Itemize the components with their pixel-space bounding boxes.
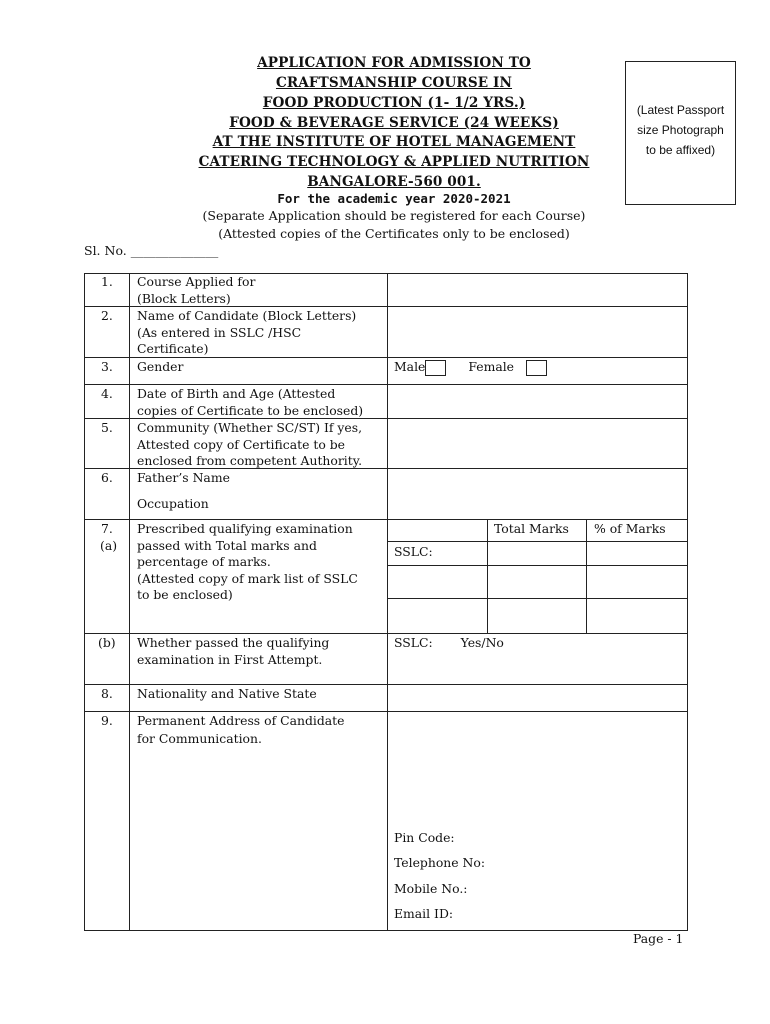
label-line: Prescribed qualifying examination: [137, 521, 353, 536]
dob-age-input[interactable]: [389, 386, 686, 417]
row-label: [137, 635, 329, 668]
first-attempt-answer[interactable]: [394, 635, 504, 652]
certificates-note: (Attested copies of the Certificates only to be enclosed): [218, 226, 570, 241]
sslc-label: SSLC:: [394, 635, 433, 650]
row-label: [137, 420, 362, 470]
row-number: 8.: [101, 686, 113, 701]
row-label: Gender: [137, 359, 184, 374]
label-line: percentage of marks.: [137, 554, 271, 569]
title-line: FOOD & BEVERAGE SERVICE (24 WEEKS): [229, 115, 559, 131]
telephone-label: Telephone No:: [394, 855, 486, 870]
row-label: [137, 470, 230, 512]
row-number: 9.: [101, 713, 113, 728]
label-line: Attested copy of Certificate to be: [137, 436, 345, 452]
gender-options: [394, 359, 547, 376]
row-number: 7.: [101, 521, 113, 536]
photo-note-line: (Latest Passport: [636, 103, 725, 117]
title-line: CRAFTSMANSHIP COURSE IN: [275, 75, 513, 91]
title-line: FOOD PRODUCTION (1- 1/2 YRS.): [262, 95, 526, 111]
photo-note-line: to be affixed): [645, 143, 716, 157]
email-label: Email ID:: [394, 906, 454, 921]
row-number: 4.: [101, 386, 113, 401]
row-label: [137, 308, 356, 358]
label-line: Community (Whether SC/ST) If yes,: [137, 420, 363, 435]
pin-code-label: Pin Code:: [394, 830, 455, 845]
mobile-label: Mobile No.:: [394, 881, 468, 896]
label-line: passed with Total marks and: [137, 537, 317, 553]
row-label: [137, 713, 344, 747]
label-line: Whether passed the qualifying: [137, 635, 330, 650]
label-line: Certificate): [137, 341, 209, 356]
title-line: APPLICATION FOR ADMISSION TO: [257, 55, 531, 71]
community-input[interactable]: [389, 420, 686, 467]
percent-marks-header: % of Marks: [594, 521, 666, 536]
application-note: (Separate Application should be registered for each Course): [202, 208, 586, 223]
row-label: Nationality and Native State: [137, 686, 317, 701]
row-label: [137, 521, 358, 604]
label-line: to be enclosed): [137, 587, 233, 602]
label-line: Date of Birth and Age (Attested: [137, 386, 336, 401]
row-number: (b): [98, 635, 116, 650]
label-line: Name of Candidate (Block Letters): [137, 308, 357, 323]
label-line: copies of Certificate to be enclosed): [137, 402, 364, 418]
male-label: Male: [394, 359, 426, 374]
label-line: enclosed from competent Authority.: [137, 453, 363, 468]
label-line: (Attested copy of mark list of SSLC: [137, 570, 358, 586]
row-subnumber: (a): [100, 538, 118, 553]
title-line: CATERING TECHNOLOGY & APPLIED NUTRITION: [198, 154, 590, 170]
title-line: AT THE INSTITUTE OF HOTEL MANAGEMENT: [212, 134, 576, 150]
academic-year: For the academic year 2020-2021: [277, 191, 511, 206]
label-line: Permanent Address of Candidate: [137, 713, 345, 728]
sslc-percent-input[interactable]: [587, 542, 686, 564]
label-line: for Communication.: [137, 730, 262, 746]
female-checkbox[interactable]: [526, 360, 547, 376]
title-line: BANGALORE-560 001.: [307, 174, 481, 190]
label-line: Occupation: [137, 495, 209, 511]
address-input[interactable]: [389, 713, 686, 823]
page-number: Page - 1: [633, 931, 684, 946]
row-number: 1.: [101, 274, 113, 289]
row-number: 5.: [101, 420, 113, 435]
sslc-total-marks-input[interactable]: [488, 542, 585, 564]
photo-box[interactable]: [625, 61, 736, 205]
photo-note-line: size Photograph: [637, 123, 724, 137]
row-label: [137, 274, 255, 307]
father-details-input[interactable]: [389, 470, 686, 518]
label-line: (Block Letters): [137, 290, 231, 306]
candidate-name-input[interactable]: [389, 308, 686, 356]
label-line: examination in First Attempt.: [137, 651, 323, 667]
label-line: Father’s Name: [137, 470, 230, 485]
label-line: (As entered in SSLC /HSC: [137, 324, 302, 340]
female-label: Female: [468, 359, 515, 374]
yes-no-option[interactable]: Yes/No: [460, 635, 504, 650]
total-marks-header: Total Marks: [494, 521, 569, 536]
male-checkbox[interactable]: [425, 360, 446, 376]
sslc-label: SSLC:: [394, 544, 433, 559]
course-input[interactable]: [389, 274, 686, 305]
row-label: [137, 386, 363, 419]
row-number: 3.: [101, 359, 113, 374]
nationality-input[interactable]: [389, 686, 686, 710]
label-line: Course Applied for: [137, 274, 256, 289]
row-number: 6.: [101, 470, 113, 485]
row-number: 2.: [101, 308, 113, 323]
serial-number-field[interactable]: Sl. No. ______________: [84, 243, 219, 258]
